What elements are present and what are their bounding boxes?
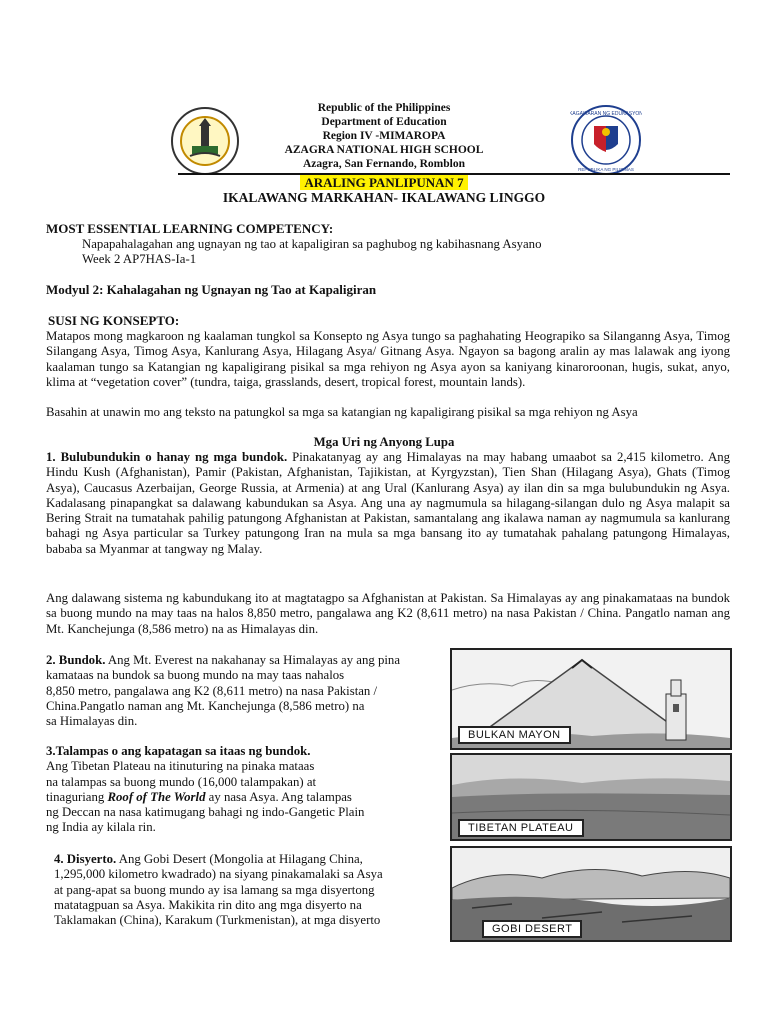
landform-item-4-line-3: at pang-apat sa buong mundo ay isa lamang sa mga disyertong <box>54 882 375 897</box>
landform-item-2-text: Ang Mt. Everest na nakahanay sa Himalayas ay ang pina <box>105 653 400 667</box>
landform-item-3-line-3 <box>46 790 446 805</box>
landform-item-1-paragraph-2: Ang dalawang sistema ng kabundukang ito at magtatagpo sa Afghanistan at Pakistan. Sa Himalayas ay ang pinakamataas na bundok sa buong mundo na may taas na halos 8,850 metro, pangalawa ang K2 (8,611 metro) na nasa Pakistan / China. Pangatlo naman ang Mt. Kanchejunga (8,586 metro) na as Himalayas din. <box>46 591 730 636</box>
landform-item-2-line-3: 8,850 metro, pangalawa ang K2 (8,611 metro) na nasa Pakistan / <box>46 683 378 698</box>
landform-item-2-line-4: China.Pangatlo naman ang Mt. Kanchejunga (8,586 metro) na <box>46 698 365 713</box>
header-line-5: Azagra, San Fernando, Romblon <box>303 158 465 170</box>
landform-item-4-title: 4. Disyerto. <box>54 852 117 866</box>
landform-item-1-text: Pinakatanyag ay ang Himalayas na may habang umaabot sa 2,415 kilometro. Ang Hindu Kush (Afghanistan), Pamir (Pakistan, Afghanistan, Tajikistan, at Kyrgyzstan), Tien Shan (Hilagang Asya), Ghats (Timog Asya), Caucasus Azerbaijan, George Russia, at Armenia) at ang Ural (Kanlurang Asya) ay ilan din sa mga bulubundukin ng Asya. Kadalasang pinapangkat sa dalawang kabundukan sa Asya. Ang una ay nagmumula sa hilagang-silangan dulo ng Asya malapit sa Bering Strait na tumatahak pahilig patungong Afghanistan at Pakistan, samantalang ang ikalawa naman ay nagmumula sa kanlurang bahagi ng Asya particular sa Turkey patungong Iran na mula sa mga bansang ito ay tumatahak pahalang patungong Himalayas, bababa sa Myanmar at tangway ng Malay. <box>46 450 730 556</box>
landform-item-3-line-1: Ang Tibetan Plateau na itinuturing na pinaka mataas <box>46 759 315 774</box>
landform-item-4-text: Ang Gobi Desert (Mongolia at Hilagang China, <box>116 852 363 866</box>
gobi-desert-image <box>450 846 732 942</box>
landform-item-1-title: 1. Bulubundukin o hanay ng mga bundok. <box>46 450 288 464</box>
header-line-3: Region IV -MIMAROPA <box>322 130 446 142</box>
landform-item-3-line-2: na talampas sa buong mundo (16,000 talampakan) at <box>46 774 317 789</box>
competency-code: Week 2 AP7HAS-Ia-1 <box>82 252 197 266</box>
landform-item-1 <box>46 450 730 557</box>
landform-item-4-line-4: matatagpuan sa Asya. Makikita rin dito ang mga disyerto na <box>54 897 362 912</box>
landform-item-3-title: 3.Talampas o ang kapatagan sa itaas ng bundok. <box>46 744 311 758</box>
landform-item-3-line-5: ng India ay kilala rin. <box>46 820 156 835</box>
header-line-1: Republic of the Philippines <box>317 102 451 114</box>
landforms-heading: Mga Uri ng Anyong Lupa <box>313 435 455 449</box>
landform-item-4-line-1 <box>54 852 449 867</box>
mayon-volcano-image <box>450 648 732 750</box>
landform-item-2-line-2: kamataas na bundok sa buong mundo na may taas nahalos <box>46 668 345 683</box>
deped-seal-bottom-text: REPUBLIKA NG PILIPINAS <box>578 167 634 172</box>
landform-item-3 <box>46 744 446 836</box>
landform-item-4-line-2: 1,295,000 kilometro kwadrado) na siyang pinakamalaki sa Asya <box>54 867 383 882</box>
deped-seal-logo <box>570 104 642 181</box>
landform-item-2 <box>46 653 446 729</box>
susi-paragraph-2: Basahin at unawin mo ang teksto na patungkol sa mga sa katangian ng kapaligirang pisikal sa mga rehiyon ng Asya <box>46 405 638 419</box>
landform-item-3-line-3-c: ay nasa Asya. Ang talampas <box>205 789 352 804</box>
subject-title <box>0 175 768 191</box>
subject-title-text: ARALING PANLIPUNAN 7 <box>300 175 467 190</box>
header-line-2: Department of Education <box>321 116 447 128</box>
landform-item-4-line-5: Taklamakan (China), Karakum (Turkmenistan), at mga disyerto <box>54 913 381 928</box>
landform-item-3-line-3-a: tinaguriang <box>46 789 108 804</box>
deped-seal-text: KAGAWARAN NG EDUKASYON <box>570 111 642 117</box>
landform-item-2-line-5: sa Himalayas din. <box>46 714 138 729</box>
image-caption-gobi: GOBI DESERT <box>482 920 582 938</box>
susi-heading: SUSI NG KONSEPTO: <box>48 313 180 328</box>
tibetan-plateau-image <box>450 753 732 841</box>
landform-item-2-line-1 <box>46 653 446 668</box>
quarter-title: IKALAWANG MARKAHAN- IKALAWANG LINGGO <box>222 190 546 205</box>
landform-item-2-title: 2. Bundok. <box>46 653 106 667</box>
module-title: Modyul 2: Kahalagahan ng Ugnayan ng Tao at Kapaligiran <box>46 282 377 297</box>
competency-heading: MOST ESSENTIAL LEARNING COMPETENCY: <box>46 221 334 236</box>
roof-of-the-world-text: Roof of The World <box>107 789 206 804</box>
landform-item-3-line-4: ng Deccan na nasa katimugang bahagi ng indo-Gangetic Plain <box>46 805 365 820</box>
image-caption-mayon: BULKAN MAYON <box>458 726 571 744</box>
landform-item-4 <box>54 852 449 928</box>
header-line-4: AZAGRA NATIONAL HIGH SCHOOL <box>284 144 484 156</box>
image-caption-tibetan: TIBETAN PLATEAU <box>458 819 584 837</box>
susi-paragraph-1: Matapos mong magkaroon ng kaalaman tungkol sa Konsepto ng Asya tungo sa paghahating Heograpiko sa Silanganng Asya, Timog Silangang Asya, Timog Asya, Kanlurang Asya, Hilagang Asya/ Gitnang Asya. Ngayon sa bagong aralin ay mas lalawak ang iyong kaalaman tungo sa Katangian ng kapaligirang pisikal sa mga rehiyon ng Asya ayon sa kaniyang kinaroroonan, hugis, sukat, anyo, klima at “vegetation cover” (tundra, taiga, grasslands, desert, tropical forest, mountain lands). <box>46 329 730 389</box>
competency-text: Napapahalagahan ang ugnayan ng tao at kapaligiran sa paghubog ng kabihasnang Asyano <box>82 237 542 251</box>
